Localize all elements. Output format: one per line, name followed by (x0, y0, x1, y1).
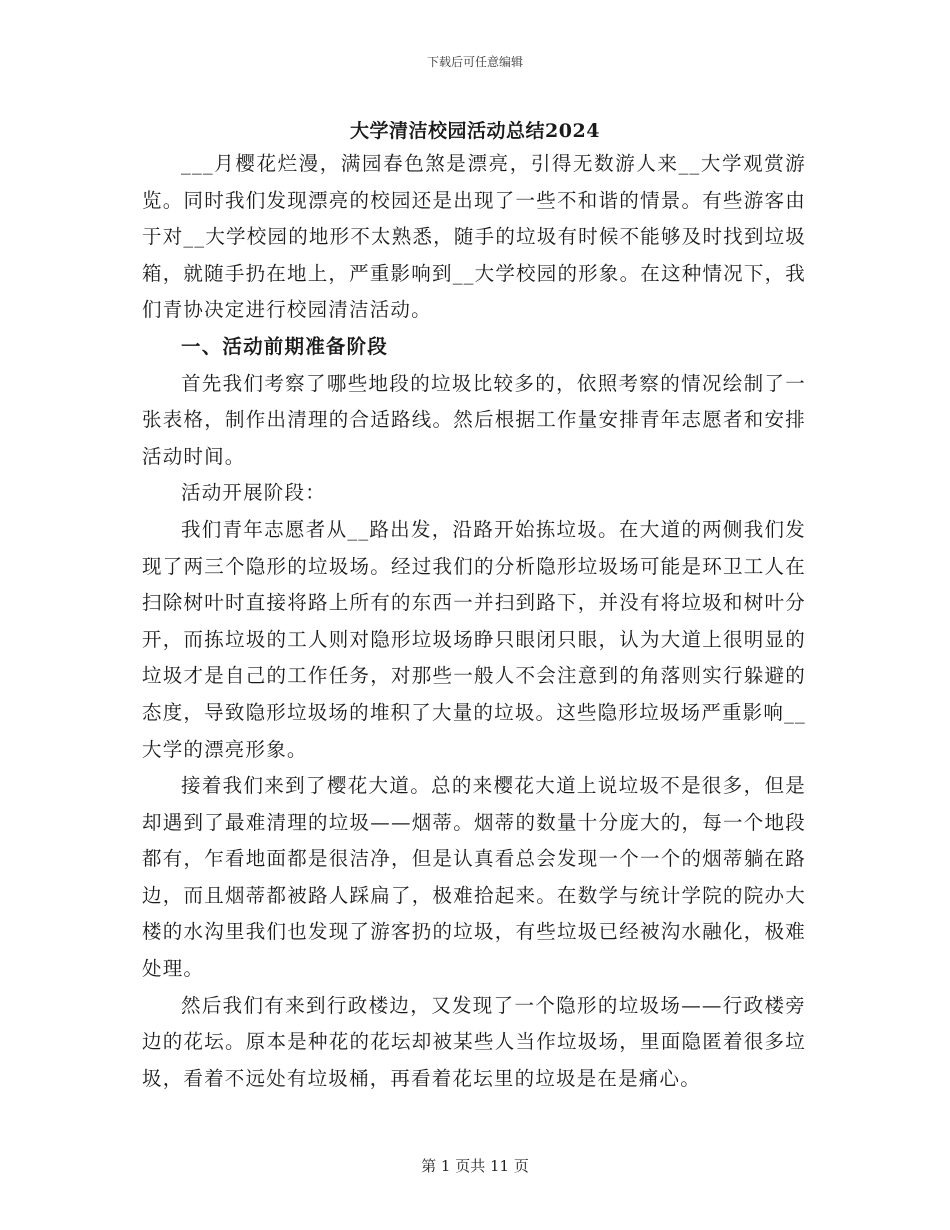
paragraph-intro: ___月樱花烂漫，满园春色煞是漂亮，引得无数游人来__大学观赏游览。同时我们发现漂亮的校园还是出现了一些不和谐的情景。有些游客由于对__大学校园的地形不太熟悉，随手的垃圾有时候不能够及时找到垃圾箱，就随手扔在地上，严重影响到__大学校园的形象。在这种情况下，我们青协决定进行校园清洁活动。 (142, 152, 806, 322)
document-title: 大学清洁校园活动总结2024 (350, 120, 600, 142)
paragraph-sakura-avenue: 接着我们来到了樱花大道。总的来樱花大道上说垃圾不是很多，但是却遇到了最难清理的垃圾——烟蒂。烟蒂的数量十分庞大的，每一个地段都有，乍看地面都是很洁净，但是认真看总会发现一个一个的烟蒂躺在路边，而且烟蒂都被路人踩扁了，极难拾起来。在数学与统计学院的院办大楼的水沟里我们也发现了游客扔的垃圾，有些垃圾已经被沟水融化，极难处理。 (142, 774, 806, 981)
paragraph-preparation: 首先我们考察了哪些地段的垃圾比较多的，依照考察的情况绘制了一张表格，制作出清理的合适路线。然后根据工作量安排青年志愿者和安排活动时间。 (142, 371, 806, 468)
paragraph-admin-building: 然后我们有来到行政楼边，又发现了一个隐形的垃圾场——行政楼旁边的花坛。原本是种花的花坛却被某些人当作垃圾场，里面隐匿着很多垃圾，看着不远处有垃圾桶，再看着花坛里的垃圾是在是痛心。 (142, 993, 806, 1090)
section-heading-preparation: 一、活动前期准备阶段 (181, 334, 389, 358)
page-header: 下载后可任意编辑 (426, 55, 523, 69)
paragraph-road-cleanup: 我们青年志愿者从__路出发，沿路开始拣垃圾。在大道的两侧我们发现了两三个隐形的垃圾场。经过我们的分析隐形垃圾场可能是环卫工人在扫除树叶时直接将路上所有的东西一并扫到路下，并没有将垃圾和树叶分开，而拣垃圾的工人则对隐形垃圾场睁只眼闭只眼，认为大道上很明显的垃圾才是自己的工作任务，对那些一般人不会注意到的角落则实行躲避的态度，导致隐形垃圾场的堆积了大量的垃圾。这些隐形垃圾场严重影响__大学的漂亮形象。 (142, 517, 806, 761)
document-body (142, 146, 806, 1097)
page-number-footer: 第 1 页共 11 页 (421, 1157, 529, 1175)
subheading-activity-stage: 活动开展阶段： (181, 481, 326, 505)
